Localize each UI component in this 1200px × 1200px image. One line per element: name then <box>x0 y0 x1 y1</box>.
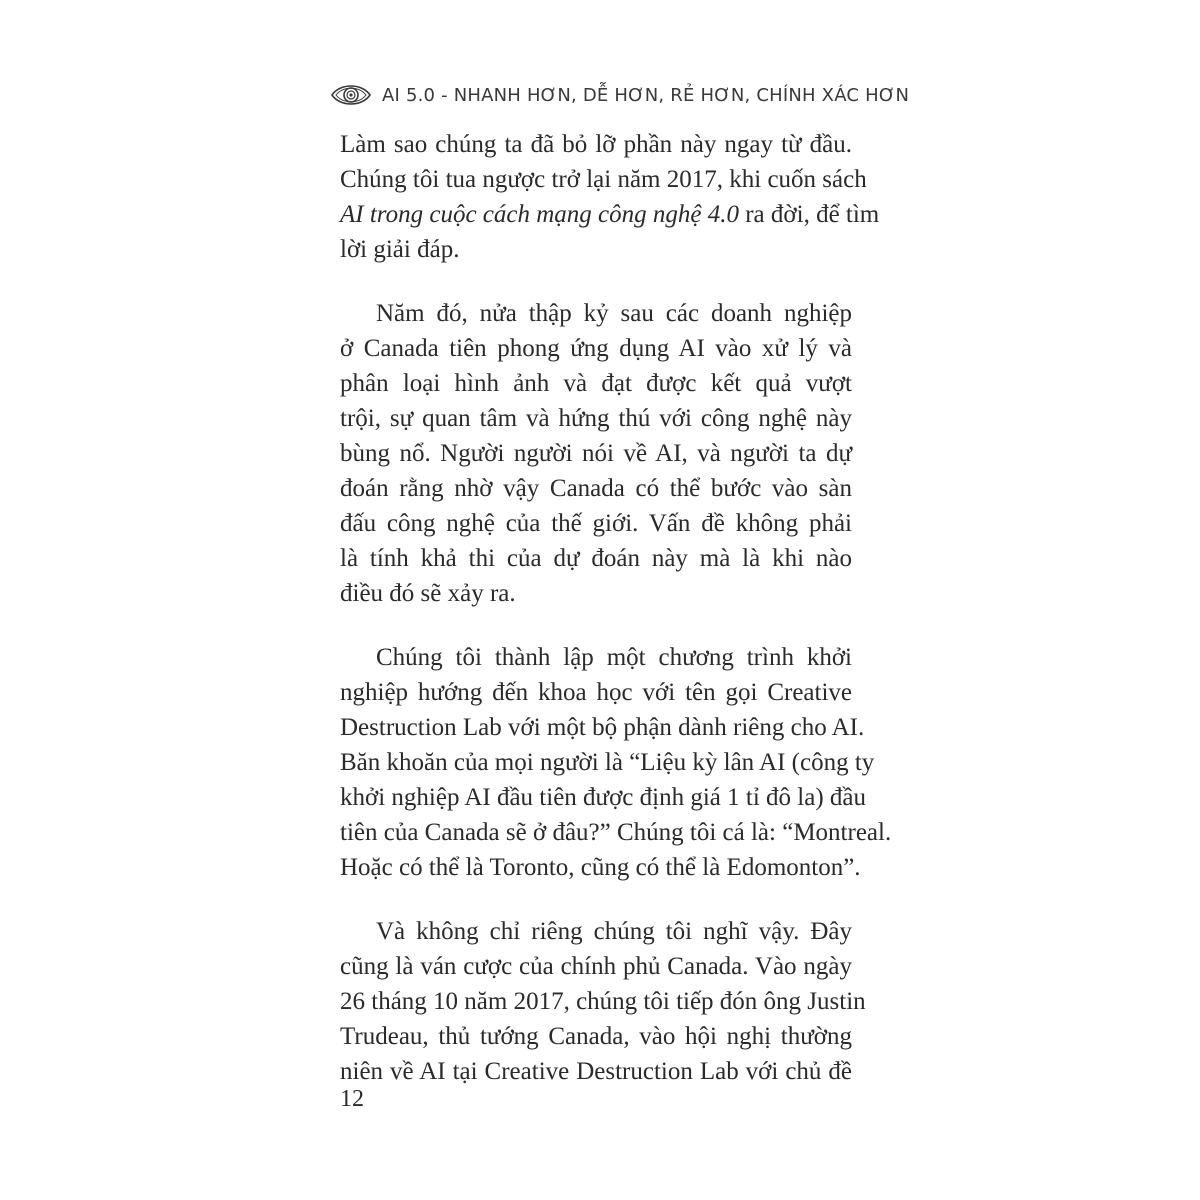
page-number: 12 <box>340 1086 364 1112</box>
text-line: Năm đó, nửa thập kỷ sau các doanh nghiệp <box>376 300 852 327</box>
running-header-title: AI 5.0 - NHANH HƠN, DỄ HƠN, RẺ HƠN, CHÍNH XÁC HƠN <box>382 84 910 106</box>
text-line <box>340 197 880 232</box>
eye-icon <box>330 80 372 110</box>
paragraph-2 <box>340 296 852 611</box>
text-line: Băn khoăn của mọi người là “Liệu kỳ lân AI (công ty <box>340 749 875 776</box>
text-line: niên về AI tại Creative Destruction Lab với chủ đề <box>340 1058 852 1085</box>
text-line: khởi nghiệp AI đầu tiên được định giá 1 tỉ đô la) đầu <box>340 784 867 811</box>
paragraph-4 <box>340 914 866 1089</box>
text-line: đấu công nghệ của thế giới. Vấn đề không phải <box>340 510 852 537</box>
text-fragment: ra đời, để tìm <box>738 201 880 228</box>
book-title-italic: AI trong cuộc cách mạng công nghệ 4.0 <box>340 201 739 228</box>
text-line: Trudeau, thủ tướng Canada, vào hội nghị thường <box>340 1023 852 1050</box>
text-line: 26 tháng 10 năm 2017, chúng tôi tiếp đón ông Justin <box>340 988 866 1015</box>
text-line: phân loại hình ảnh và đạt được kết quả vượt <box>340 370 852 397</box>
text-line: Và không chỉ riêng chúng tôi nghĩ vậy. Đây <box>376 918 852 945</box>
text-line: Làm sao chúng ta đã bỏ lỡ phần này ngay từ đầu. <box>340 131 852 158</box>
text-line: Chúng tôi thành lập một chương trình khởi <box>376 644 852 671</box>
text-line: nghiệp hướng đến khoa học với tên gọi Creative <box>340 679 852 706</box>
running-header <box>330 78 910 112</box>
text-line: ở Canada tiên phong ứng dụng AI vào xử lý và <box>340 335 852 362</box>
paragraph-3 <box>340 640 892 885</box>
text-line: đoán rằng nhờ vậy Canada có thể bước vào sàn <box>340 475 852 502</box>
text-line: trội, sự quan tâm và hứng thú với công nghệ này <box>340 405 852 432</box>
paragraph-1 <box>340 127 880 267</box>
text-line: tiên của Canada sẽ ở đâu?” Chúng tôi cá là: “Montreal. <box>340 819 892 846</box>
text-line: Hoặc có thể là Toronto, cũng có thể là Edomonton”. <box>340 854 861 881</box>
body-text <box>340 127 892 1089</box>
text-line: là tính khả thi của dự đoán này mà là khi nào <box>340 545 852 572</box>
text-line: Destruction Lab với một bộ phận dành riêng cho AI. <box>340 714 865 741</box>
text-line: cũng là ván cược của chính phủ Canada. Vào ngày <box>340 953 852 980</box>
text-line: lời giải đáp. <box>340 236 460 263</box>
text-line: bùng nổ. Người người nói về AI, và người ta dự <box>340 440 852 467</box>
text-line: Chúng tôi tua ngược trở lại năm 2017, khi cuốn sách <box>340 166 867 193</box>
text-line: điều đó sẽ xảy ra. <box>340 580 516 607</box>
